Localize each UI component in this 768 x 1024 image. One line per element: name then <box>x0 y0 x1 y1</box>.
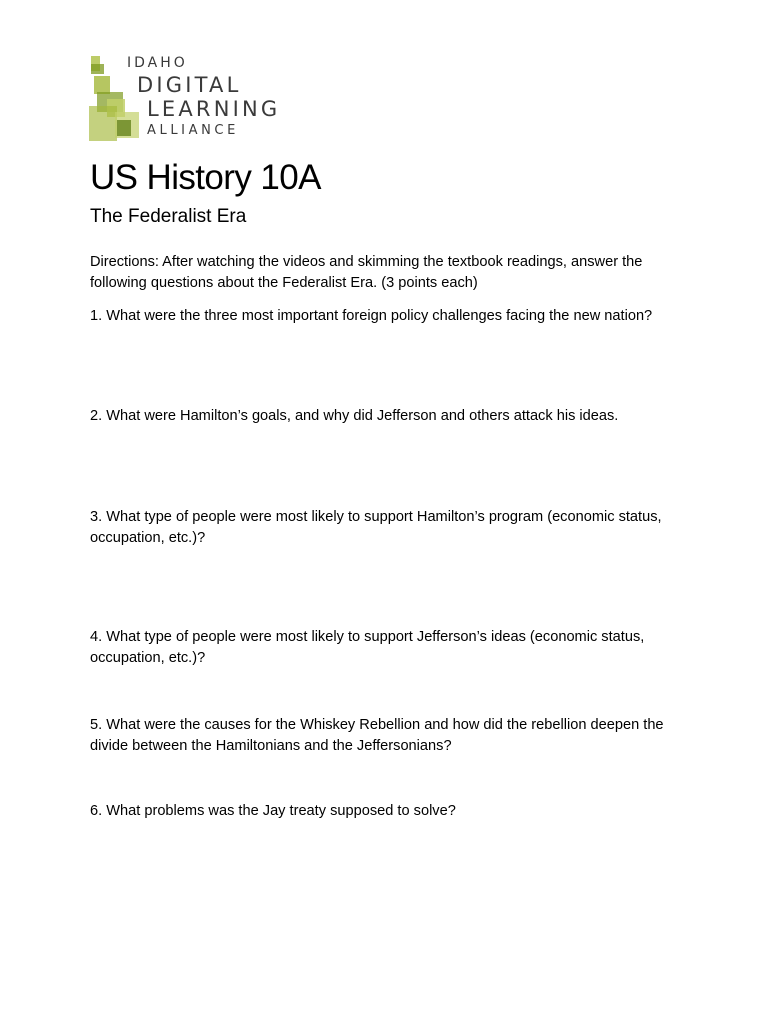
question-1: 1. What were the three most important foreign policy challenges facing the new nation? <box>90 308 653 324</box>
question-4: 4. What type of people were most likely to support Jefferson’s ideas (economic status, occupation, etc.)? <box>90 629 645 666</box>
question-6: 6. What problems was the Jay treaty supposed to solve? <box>90 803 456 819</box>
document-title: US History 10A <box>90 158 321 197</box>
question-3: 3. What type of people were most likely to support Hamilton’s program (economic status, occupation, etc.)? <box>90 509 662 546</box>
logo-line-learning: LEARNING <box>147 97 281 121</box>
logo-wordmark <box>89 54 299 144</box>
document-subtitle: The Federalist Era <box>90 206 247 227</box>
question-5: 5. What were the causes for the Whiskey Rebellion and how did the rebellion deepen the divide between the Hamiltonians and the Jeffersonians? <box>90 717 664 754</box>
directions-text: Directions: After watching the videos and skimming the textbook readings, answer the following questions about the Federalist Era. (3 points each) <box>90 254 643 291</box>
logo-line-digital: DIGITAL <box>137 73 242 97</box>
logo-line-idaho: IDAHO <box>127 55 188 71</box>
idaho-digital-learning-alliance-logo <box>89 54 299 144</box>
question-2: 2. What were Hamilton’s goals, and why did Jefferson and others attack his ideas. <box>90 408 619 424</box>
logo-line-alliance: ALLIANCE <box>147 123 239 138</box>
